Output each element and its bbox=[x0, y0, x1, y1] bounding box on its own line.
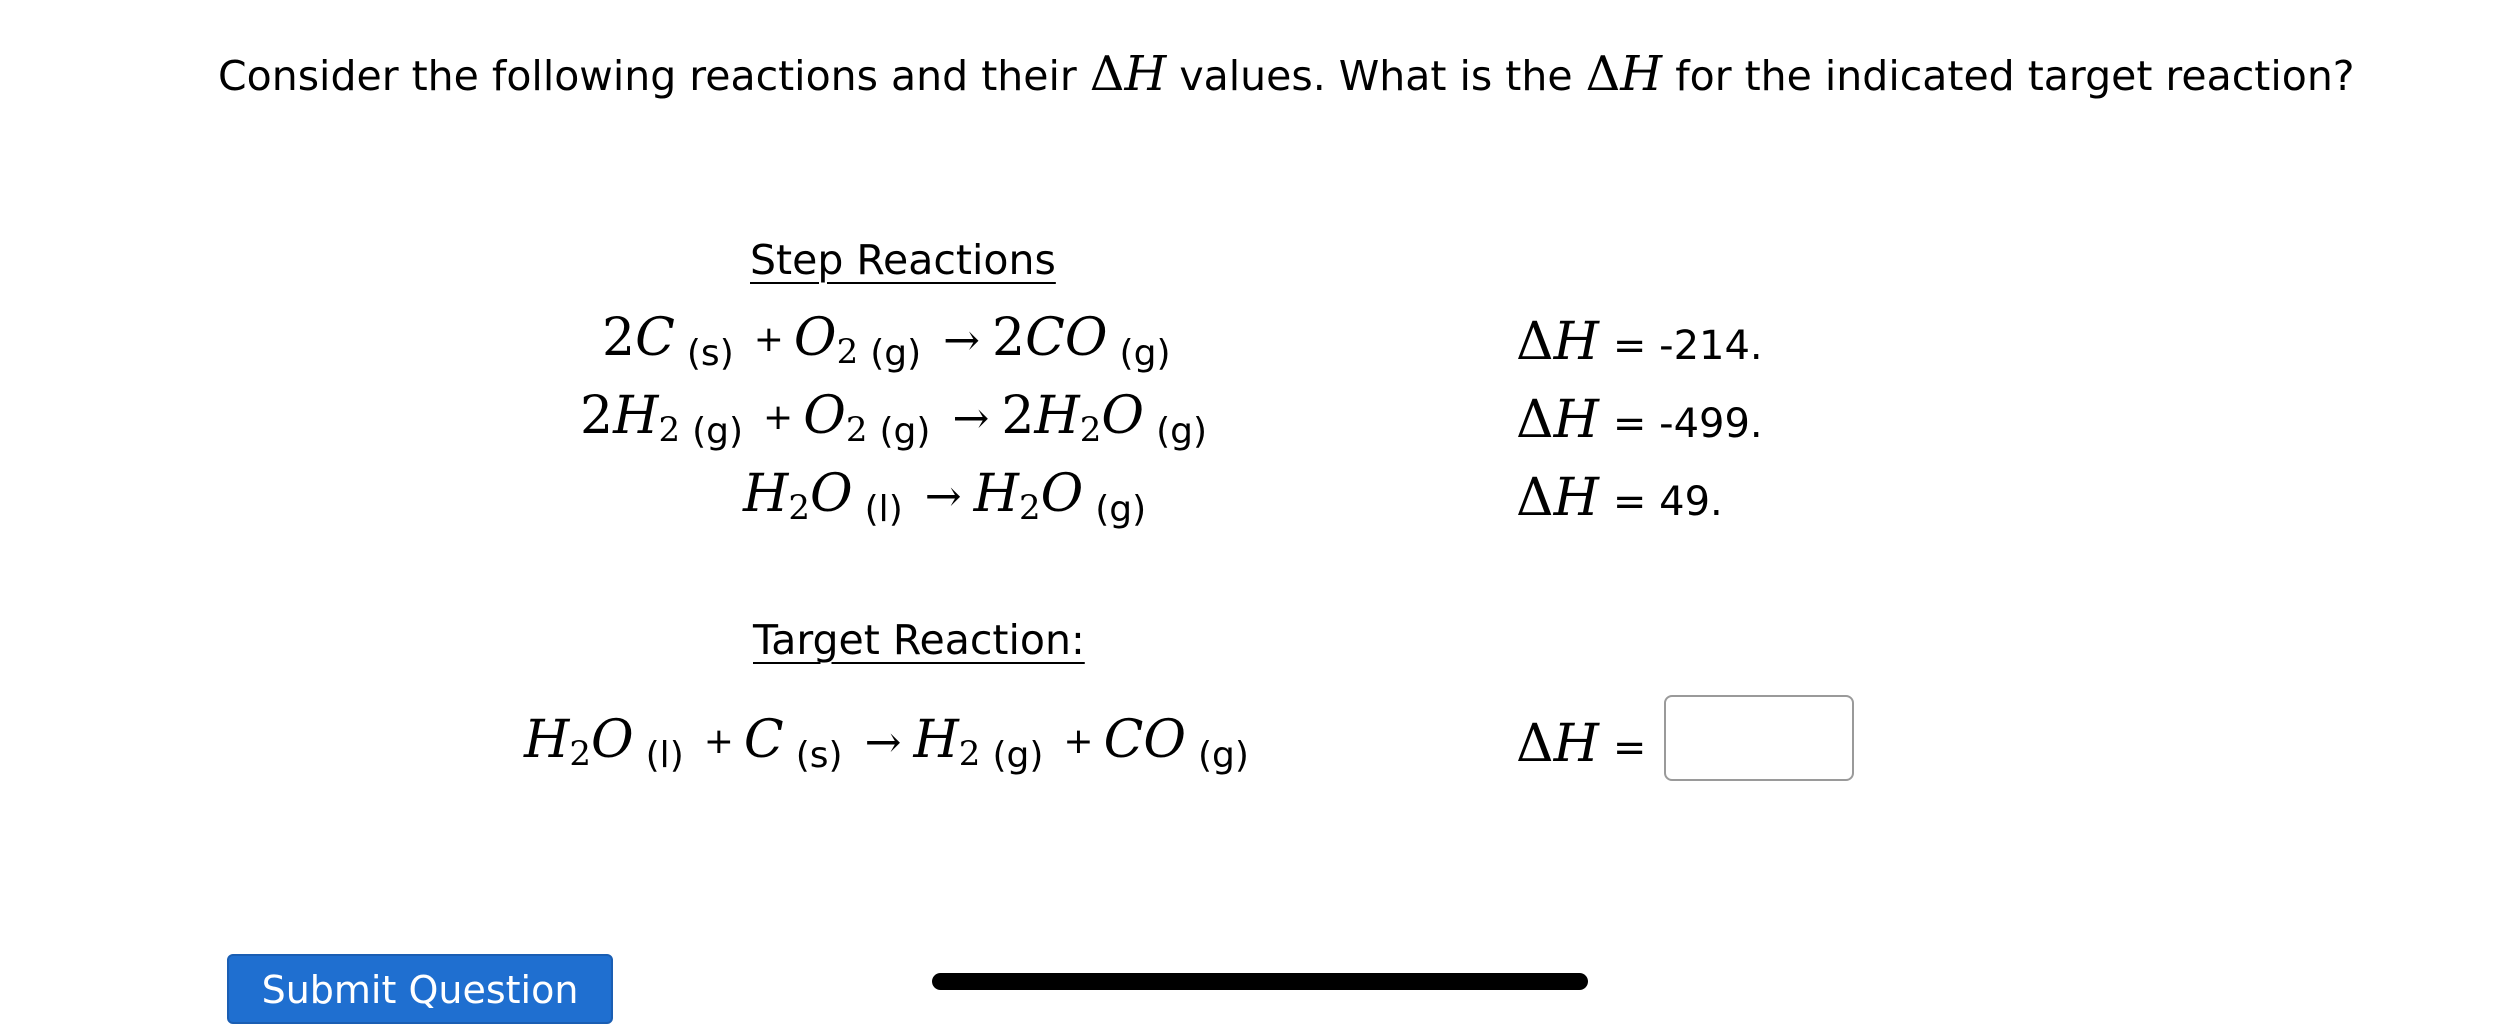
question-text-3: for the indicated target reaction? bbox=[1662, 52, 2355, 100]
delta-h-symbol: ΔH bbox=[1585, 46, 1663, 102]
delta-h-value: = 49. bbox=[1612, 479, 1723, 525]
target-delta-h-row bbox=[1516, 714, 1647, 774]
delta-h-value: = -214. bbox=[1612, 323, 1763, 369]
delta-h-equals: = bbox=[1612, 725, 1647, 771]
delta-h-symbol: ΔH bbox=[1516, 468, 1599, 528]
answer-input[interactable] bbox=[1664, 695, 1854, 781]
question-prompt bbox=[218, 46, 2355, 102]
delta-h-value: = -499. bbox=[1612, 401, 1763, 447]
question-text-2: values. What is the bbox=[1166, 52, 1586, 100]
delta-h-symbol: ΔH bbox=[1516, 312, 1599, 372]
target-reaction: $H_2O$ (l) + C $(s) \to H_2$ (g) + CO (g) bbox=[524, 710, 1249, 776]
home-indicator[interactable] bbox=[932, 973, 1588, 990]
step-reaction-1: 2C $(s) + O_2$ (g) → 2CO (g) bbox=[602, 308, 1171, 374]
step-reactions-heading: Step Reactions bbox=[750, 236, 1056, 284]
delta-h-symbol: ΔH bbox=[1516, 714, 1599, 774]
delta-h-row-2 bbox=[1516, 390, 1763, 450]
target-reaction-heading: Target Reaction: bbox=[753, 616, 1085, 664]
question-text-1: Consider the following reactions and their bbox=[218, 52, 1090, 100]
delta-h-row-1 bbox=[1516, 312, 1763, 372]
submit-question-button[interactable]: Submit Question bbox=[227, 954, 613, 1024]
delta-h-symbol: ΔH bbox=[1089, 46, 1167, 102]
delta-h-symbol: ΔH bbox=[1516, 390, 1599, 450]
step-reaction-2: $2H_2$ $(g) + O_2$ $(g) \to 2H_2O$ (g) bbox=[580, 386, 1208, 452]
step-reaction-3: $H_2O$ $(l) \to H_2O$ (g) bbox=[743, 464, 1147, 530]
delta-h-row-3 bbox=[1516, 468, 1723, 528]
